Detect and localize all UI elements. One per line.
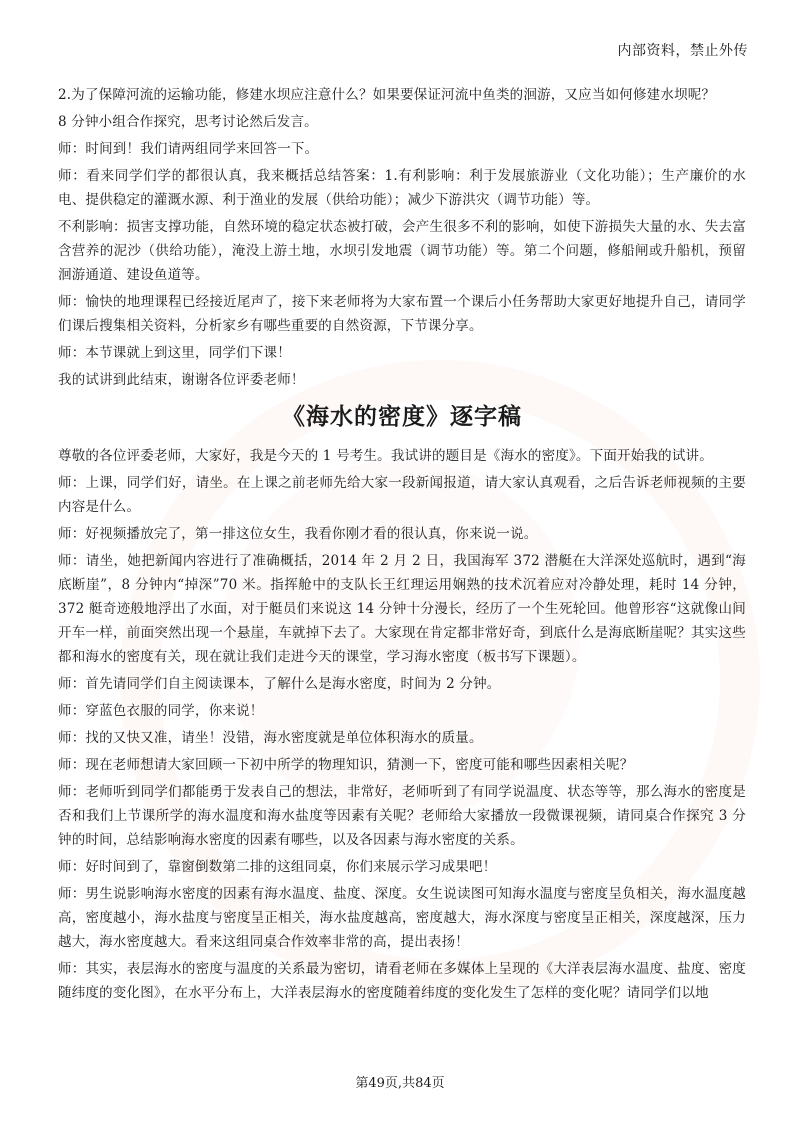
paragraph: 师：愉快的地理课程已经接近尾声了，接下来老师将为大家布置一个课后小任务帮助大家更好地提升自己，请同学们课后搜集相关资料，分析家乡有哪些重要的自然资源，下节课分享。 [58,294,746,334]
paragraph: 师：其实，表层海水的密度与温度的关系最为密切，请看老师在多媒体上呈现的《大洋表层海水温度、盐度、密度随纬度的变化图》，在水平分布上，大洋表层海水的密度随着纬度的变化发生了怎样的变化呢？请同学们以地 [58,961,746,1001]
paragraph: 师：看来同学们学的都很认真，我来概括总结答案：1.有利影响：利于发展旅游业（文化功能）；生产廉价的水电、提供稳定的灌溉水源、利于渔业的发展（供给功能）；减少下游洪灾（调节功能）等。 [58,168,746,208]
section-title: 《海水的密度》逐字稿 [282,403,522,430]
paragraph: 师：时间到！我们请两组同学来回答一下。 [58,141,319,157]
paragraph: 师：好时间到了，靠窗倒数第二排的这组同桌，你们来展示学习成果吧！ [58,859,497,875]
paragraph: 师：老师听到同学们都能勇于发表自己的想法，非常好，老师听到了有同学说温度、状态等等，那么海水的密度是否和我们上节课所学的海水温度和海水盐度等因素有关呢？老师给大家播放一段微课视频，请同桌合作探究 3 分钟的时间，总结影响海水密度的因素有哪些，以及各因素与海水密度的关系。 [58,784,746,848]
paragraph: 尊敬的各位评委老师，大家好，我是今天的 1 号考生。我试讲的题目是《海水的密度》。下面开始我的试讲。 [58,448,713,464]
paragraph: 不利影响：损害支撑功能，自然环境的稳定状态被打破，会产生很多不利的影响，如使下游损失大量的水、失去富含营养的泥沙（供给功能），淹没上游土地，水坝引发地震（调节功能）等。第二个问题，修船闸或升船机，预留洄游通道、建设鱼道等。 [58,219,746,283]
paragraph: 师：首先请同学们自主阅读课本，了解什么是海水密度，时间为 2 分钟。 [58,676,501,692]
paragraph: 师：现在老师想请大家回顾一下初中所学的物理知识，猜测一下，密度可能和哪些因素相关呢？ [58,757,634,773]
paragraph: 师：请坐，她把新闻内容进行了准确概括，2014 年 2 月 2 日，我国海军 372 潜艇在大洋深处巡航时，遇到“海底断崖”，8 分钟内“掉深”70 米。指挥舱中的支队长王红理运用娴熟的技术沉着应对冷静处理，耗时 14 分钟，372 艇奇迹般地浮出了水面，对于艇员们来说这 14 分钟十分漫长，经历了一个生死轮回。他曾形容“这就像山间开车一样，前面突然出现一个悬崖，车就掉下去了。大家现在肯定都非常好奇，到底什么是海底断崖呢？其实这些都和海水的密度有关，现在就让我们走进今天的课堂，学习海水密度（板书写下课题）。 [58,553,746,665]
paragraph: 师：本节课就上到这里，同学们下课！ [58,345,291,361]
confidential-note: 内部资料，禁止外传 [617,43,748,59]
paragraph: 师：男生说影响海水密度的因素有海水温度、盐度、深度。女生说读图可知海水温度与密度呈负相关，海水温度越高，密度越小，海水盐度与密度呈正相关，海水盐度越高，密度越大，海水深度与密度呈正相关，深度越深，压力越大，海水密度越大。看来这组同桌合作效率非常的高，提出表扬！ [58,886,746,950]
paragraph: 师：好视频播放完了，第一排这位女生，我看你刚才看的很认真，你来说一说。 [58,526,538,542]
paragraph: 师：穿蓝色衣服的同学，你来说！ [58,703,264,719]
paragraph: 8 分钟小组合作探究，思考讨论然后发言。 [58,114,318,130]
paragraph: 2.为了保障河流的运输功能，修建水坝应注意什么？如果要保证河流中鱼类的洄游，又应当如何修建水坝呢？ [58,87,716,103]
paragraph: 我的试讲到此结束，谢谢各位评委老师！ [58,372,305,388]
document-body [58,83,746,1008]
paragraph: 师：上课，同学们好，请坐。在上课之前老师先给大家一段新闻报道，请大家认真观看，之后告诉老师视频的主要内容是什么。 [58,475,746,515]
page-number: 第49页,共84页 [355,1076,445,1091]
paragraph: 师：找的又快又准，请坐！没错，海水密度就是单位体积海水的质量。 [58,730,483,746]
